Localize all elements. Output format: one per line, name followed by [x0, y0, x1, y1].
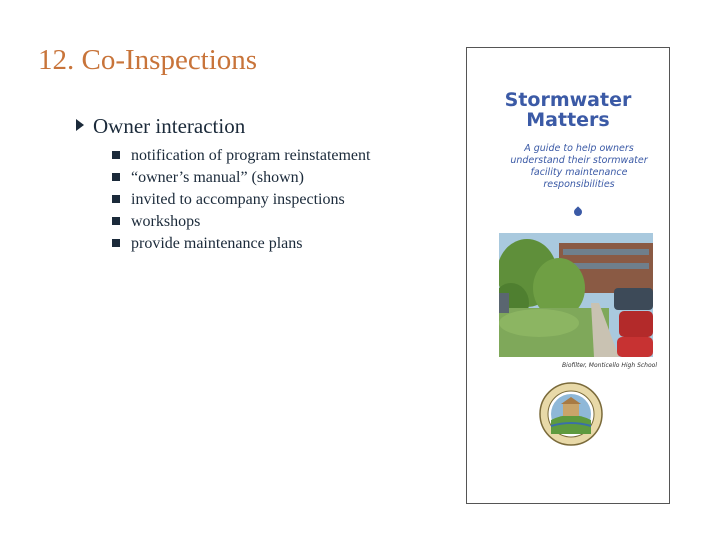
brochure-title: [467, 90, 669, 130]
square-bullet-icon: [112, 173, 120, 181]
main-bullet-label: Owner interaction: [93, 114, 246, 138]
square-bullet-icon: [112, 195, 120, 203]
main-bullet: [76, 114, 245, 139]
brochure-title-line2: Matters: [526, 109, 610, 131]
list-item: [112, 211, 412, 233]
brochure-title-line1: Stormwater: [504, 89, 632, 111]
square-bullet-icon: [112, 239, 120, 247]
brochure-image: [466, 47, 670, 504]
list-item-text: invited to accompany inspections: [131, 191, 345, 208]
list-item-text: provide maintenance plans: [131, 235, 303, 252]
slide-title: 12. Co-Inspections: [38, 44, 258, 76]
list-item: [112, 167, 412, 189]
brochure-subtitle: A guide to help owners understand their stormwater facility maintenance responsibilities: [510, 143, 648, 190]
biofilter-photo: [499, 233, 653, 357]
water-drop-icon: [572, 206, 583, 217]
square-bullet-icon: [112, 217, 120, 225]
photo-caption: Biofilter, Monticello High School: [562, 362, 657, 369]
list-item: [112, 189, 412, 211]
list-item-text: “owner’s manual” (shown): [131, 169, 304, 186]
list-item: [112, 233, 412, 255]
square-bullet-icon: [112, 151, 120, 159]
list-item-text: notification of program reinstatement: [131, 147, 371, 164]
list-item: [112, 145, 412, 167]
triangle-bullet-icon: [76, 119, 84, 131]
county-seal-icon: [539, 382, 603, 446]
sub-bullet-list: [112, 145, 412, 255]
list-item-text: workshops: [131, 213, 201, 230]
